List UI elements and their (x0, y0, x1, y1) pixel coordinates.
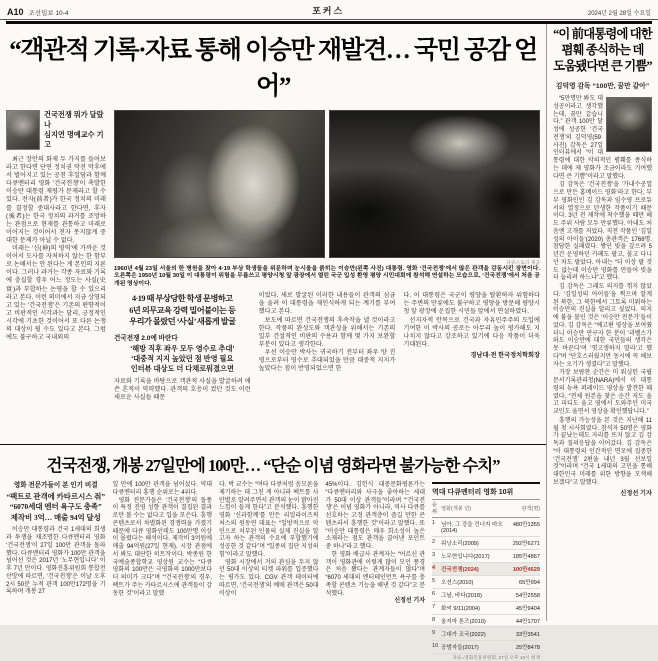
table-row-highlighted (432, 562, 540, 575)
column-divider (546, 24, 547, 621)
audience-cell: 65만994 (510, 575, 540, 588)
paragraph: 영화 시장에서 거의 관심을 두지 않던 50대 이상의 티켓 파워를 입증했다는 평가도 있다. CGV 관객 데이터에 따르면, ‘건국전쟁’의 예매 관객은 50대 이상이 (219, 559, 319, 597)
subhead-line: ‘대중적 지지 높았던 점 반영 필요 (131, 353, 234, 363)
audience-cell: 45만9404 (510, 601, 540, 614)
paragraph: 김 감독은 그래도 의지를 꺾지 않았다. ‘김일성의 아이들’을 찍으며 알게 된 북한, 그 북한에서 그토록 미워하는 이승만의 진실을 알리고 싶었다. 의지에 불을 붙인 것은 ‘이승만 전문가’들이었다. 김 감독은 “예고편 영상을 보여줬더니 이승만 연구자 한 분이 ‘괴벨스가 와도 이승만에 대한 국민들의 생각은 못 바꾼다’며 ‘헛고생하지 말라’고 했다”며 “단호스러웠지만 동시에 꼭 해보자는 오기가 생겼다”고 말했다. (553, 284, 652, 368)
table-footnote: 자료=영화진흥위원회, 27일 오후 10시 현재 (452, 655, 540, 660)
audience-cell: 54만2558 (510, 588, 540, 601)
paragraph: 다. 이 대통령은 국군이 평양을 탈환하자 위험하다는 주변의 만류에도 불구하고 평양을 방문해 평양시청 앞 광장에 운집한 시민들 앞에서 연설하였다. (403, 292, 541, 316)
subhead-block-2 (114, 344, 251, 374)
photo-row (114, 110, 540, 258)
audience-cell: 480만1355 (510, 517, 540, 536)
interview-article (553, 26, 652, 621)
main-headline: “객관적 기록·자료 통해 이승만 재발견… 국민 공감 얻어” (9, 37, 537, 100)
contributor-photo (6, 110, 40, 150)
expert-infobox (6, 482, 106, 523)
paragraph: 보도에 따르면 건국전쟁의 후속작을 낼 것이라고 한다. 작품의 완성도와 객관성을 위해서는 기존의 일부 건설적인 비판의 수용과 함께 몇 가지 보완할 부분이 있다고 생각한다. (258, 316, 396, 348)
table-row (432, 601, 540, 614)
subhead-line: 6년 의무교육 강력 밀어붙이는 등 (129, 305, 236, 315)
column-c (259, 292, 396, 402)
bottom-article (0, 444, 546, 660)
subhead-line: ‘해방 직후 좌우 모두 영수로 추대’ (130, 343, 235, 353)
bottom-column-c (219, 482, 319, 628)
table-row (432, 614, 540, 627)
paragraph: 이승만 대통령과 건국 1세대의 희생과 투쟁을 재조명한 다큐멘터리 영화 ‘건국전쟁’이 27일 100만 관객을 돌파했다. 다큐멘터리 영화가 100만 관객을 넘어선 것은 2017년 ‘노무현입니다’ 이후 7년 만이다. 영화진흥위원회 통합전산망에 따르면, ‘건국전쟁’은 이날 오후 2시 50분 누적 관객 100만172명을 기록하며 개봉 27 (6, 527, 106, 596)
rank-cell: 3 (432, 549, 441, 562)
rank-cell: 6 (432, 588, 441, 601)
subhead-line: 4·19 때 부상당한 학생 문병하고 (131, 294, 233, 304)
table-row (432, 536, 540, 549)
date-label: 2024년 2월 28일 수요일 (587, 11, 651, 17)
rank-cell: 5 (432, 575, 441, 588)
audience-cell: 44만1707 (510, 614, 540, 627)
audience-cell: 25만8478 (510, 640, 540, 653)
column-d (403, 292, 540, 402)
interview-headline-line: “이 前대통령에 대한 (553, 27, 652, 41)
paragraph: 우선 이승만 박사는 귀국하기 전부터 좌우 양 진영으로부터 영수로 추대되었을 만큼 대중적 지지가 높았다는 점이 반영되었으면 한 (258, 348, 396, 373)
infobox-title: 영화 전문가들이 본 인기 비결 (13, 482, 98, 489)
infobox-line: 제작비 3억… 매출 94억 달성 (10, 512, 101, 522)
main-article (0, 21, 546, 443)
rank-cell: 2 (432, 536, 441, 549)
caption-line1: 1960년 4월 23일 서울의 한 병원을 찾아 4·19 부상 학생들을 위문하며 눈시울을 붉히는 이승만(왼쪽 사진) 대통령. 영화 ‘건국전쟁’에서 많은 관객을 감동시킨 장면이다. 오른쪽은 1950년 10월 30일 이 대통령이 (114, 266, 540, 280)
rank-cell: 1 (432, 517, 441, 536)
paragraph: 영화 전문가들은 ‘건국전쟁’의 돌풍이 특정 진영 성향 관객이 결집된 결과로만 볼 수는 없다고 입을 모은다. 흥행 콘텐츠로서 차별화된 경쟁력을 가졌기 때문에 다큐 영화인데도 100만명 이상이 몰렸다는 해석이다. 제작비 3억원에 매출 94억원(27일 현재). 시장 관점에서 봐도 대단한 히트작이다. 박종원 한국예술종합학교 영상원 교수는 “다큐 영화의 100만은 극영화의 1000만보다 더 의미가 크다”며 “‘건국전쟁’의 경우, 팩트가 주는 카타르시스에 관객들이 감동한 것”이라고 말했 (112, 497, 212, 597)
main-text-columns (114, 292, 540, 402)
paragraph: 미래는 ‘신(神)의 영역’에 가까운 것이어서 도사를 자처하지 않는 한 함부로 논해서는 안 된다는 게 본인의 지론이다. 그러나 과거는 각종 자료와 기록에 충실할 경우 어느 정도는 사실(史實)과 부합하는 논평을 할 수 있으리라고 본다. 이런 의미에서 지금 상영되고 있는 ‘건국전쟁’은 기존의 편향적이고 비판적인 시각과는 달리, 긍정적인 시각에 기초한 것이어서 또 다른 논쟁의 대상이 될 수도 있다고 본다. 그럼에도 불구하고 국내외의 (6, 245, 106, 342)
paragraph: 선지자적 안목으로 건국과 자유민주주의 도입에 기여한 이 박사의 공로는 아무리 높이 평가해도 지나치지 않다고 강조하고 있기에 다음 작품이 더욱 기대된다. (403, 316, 541, 348)
contributor-line2: 심지연 명예교수 기고 (44, 130, 104, 149)
table-title: 역대 다큐멘터리 영화 10위 (432, 482, 540, 499)
bottom-reporter: 신정선 기자 (394, 598, 425, 605)
title-cell: 화씨 9/11(2004) (441, 601, 510, 614)
audience-cell: 33만3541 (510, 627, 540, 640)
interview-headline-line: 도움됐다면 큰 기쁨” (553, 59, 652, 73)
header-title: 영화(개봉 년) (441, 499, 510, 517)
paragraph: 가장 보람찬 순간은 미 워싱턴 국립문서기록관리청(NARA)에서 이 대통령의 뉴욕 퍼레이드 영상을 발견한 때였다. “전체 원본을 찾은 순간 저도 울고 피디도 울고 옆에서 도와주던 미국 교민도 울면서 영상을 확인했답니다.” (553, 370, 652, 415)
paragraph: 45%이다. 김헌식 대중문화평론가는 “다큐멘터리와 사극을 좋아하는 세대가 50대 이상 관객들”이라며 “‘건국전쟁’은 이념 영화가 아니라, 역사 다큐를 선호하는 고정 관객층이 즐길 만한 콘텐츠라서 흥행한 것”이라고 말했다. 또 “이승만 대통령은 매우 희소성이 높은 소재라는 점도 관객을 끌어낸 포인트 중 하나”라고 했다. (325, 482, 425, 550)
paragraph: 일 만에 100만 관객을 넘어섰다. 역대 다큐멘터리 흥행 순위로는 4위다. (112, 482, 212, 496)
paragraph: 흥행의 가능성을 본 것은 지난해 11월 첫 시사회였다. 참석자 50명은 영화가 끝났는데도 자리를 뜨지 않고 김 감독과 질의응답을 이어갔다. 김 감독은 “이 대통령의 인간적인 면모에 집중한 ‘건국전쟁’ 2편을 내년 3월 선보일 것”이라며 “건국 1세대의 고민을 통해 대한민국 미래를 위한 방향을 모색해 보겠다”고 말했다. (553, 417, 652, 486)
photo-rhee-hospital-visit (114, 110, 325, 258)
table-row (432, 517, 540, 536)
contributor-column (6, 110, 106, 402)
bottom-column-a (6, 482, 106, 628)
rank-cell: 7 (432, 601, 441, 614)
edition-label: 조선일보 10-4 (28, 10, 69, 17)
infobox-line: “팩트로 관객에 카타르시스 줘” (6, 491, 106, 501)
interview-headline (553, 26, 652, 74)
paragraph: 최근 장안의 화제 두 가지를 들어보라고 한다면 단연 정치권 막전 막후에서 벌어지고 있는 공천 후일담과 함께 다큐멘터리 영화 ‘건국전쟁’이 촉발한 이승만 대통령 재평가 문제라고 할 수 있다. 전자(前者)가 한국 정치의 미래를 결정할 중대사라고 한다면, 후자(後者)는 한국 정치의 과거를 조망하는 관점으로 현재를 관통하고 미래로 이어지는 것이어서 전자 못지않게 중대한 문제가 아닐 수 없다. (6, 156, 106, 244)
title-cell: 노무현입니다(2017) (441, 549, 510, 562)
subhead-label: 건국전쟁 2.0에 바란다 (114, 334, 178, 342)
table-row (432, 575, 540, 588)
photo-caption (114, 266, 540, 288)
bottom-column-d (326, 482, 426, 628)
subhead-line: 우리가 몰랐던 ‘사실’ 새롭게 발굴 (129, 317, 236, 327)
table-row (432, 640, 540, 653)
paragraph: 김 감독은 ‘건국전쟁’을 ‘가내수공업으로 만든 홈메이드 영화’라고 한다. 부부 영화인인 김 감독과 임수영 프로듀서의 열정으로 탄생한 작품이기 때문이다. 3년 전 제작에 착수했을 때만 해도 주위 사람 모두 만류했다. 아내도 처음엔 고개를 저었다. 직전 작품인 ‘김일성의 아이들’(2020) 총관객은 1768명. 참담한 실패였다. 쌓인 빚을 갚으려 5년간 운영하던 카페도 팔고, 몰고 다니던 차도 팔았다. 아내는 “더 이상 팔 것도 없는데 이승만 영화를 만들어 빚을 더 늘리려 하느냐”고 했다. (553, 182, 652, 282)
title-cell: 공범자들(2017) (441, 640, 510, 653)
title-cell: 그날, 바다(2018) (441, 588, 510, 601)
column-b (114, 292, 251, 402)
infobox-line: “6070세대 엔터 욕구도 충족” (9, 502, 102, 512)
header-left (7, 7, 68, 17)
interview-byline: 김덕영 감독 “100만, 꿈만 같아” (555, 83, 650, 90)
title-cell: 님아, 그 강을 건너지 마오(2014) (441, 517, 510, 536)
center-column-group (114, 110, 540, 402)
rank-cell: 9 (432, 627, 441, 640)
bottom-headline: 건국전쟁, 개봉 27일만에 100만… “단순 이념 영화라면 불가능한 수치” (46, 456, 500, 475)
paragraph: 한 영화 배급사 관계자는 “어르신 관객이 영화관에 이렇게 많이 모인 풍경은 처음 봤다는 관계자들이 많다”며 “6070 세대의 엔터테인먼트 욕구를 충족할 콘텐츠 기능을 해낸 것 같다”고 분석했다. (325, 551, 425, 597)
audience-cell: 100만4629 (510, 562, 540, 575)
section-title: 포커스 (312, 6, 345, 16)
director-photo (606, 97, 652, 152)
contributor-lines (44, 110, 106, 150)
rank-cell: 4 (432, 562, 441, 575)
column-a-text (6, 156, 106, 342)
header-audience: 관객(명) (510, 499, 540, 517)
rank-cell: 8 (432, 614, 441, 627)
paragraph: 다. 박 교수는 “여타 다큐처럼 음모론을 제기하는 데 그친 게 아니라 팩트를 사안별로 알려주면서 관객의 눈이 밝아진 느낌이 들게 한다”고 분석했다. 흥행한 영화 ‘신과함께’를 만든 리얼라이즈픽처스의 원동연 대표는 “일방적으로 악인으로 치부된 인물의 실제 진실을 알고자 하는 관객의 수요에 부합했기에 성공한 것 같다”며 “일종의 집단 지성의 힘”이라고 말했다. (219, 482, 319, 558)
table-row (432, 588, 540, 601)
subhead-line: 인터뷰 대상도 더 다채로워졌으면 (130, 363, 234, 373)
main-article-body (0, 110, 546, 402)
title-cell: 울지마 톤즈(2010) (441, 614, 510, 627)
rank-cell: 10 (432, 640, 441, 653)
bottom-column-b (113, 482, 213, 628)
title-cell: 워낭소리(2009) (441, 536, 510, 549)
subhead-block-1 (114, 293, 251, 328)
title-cell: 오션스(2010) (441, 575, 510, 588)
photo-pyongyang-rally (329, 110, 540, 258)
page-header (0, 0, 658, 20)
table-header-row (432, 499, 540, 517)
contributor-signature: 경남대·전 한국정치학회장 (470, 351, 541, 359)
caption-line2: 위험을 무릅쓰고 평양시청 앞 광장에서 열린 국군 입성 환영 평양 시민대회에 참석해 연설하는 모습으로, ‘건국전쟁’에서 처음 공개된 영상이다. (114, 273, 540, 287)
contributor-line1: 건국전쟁 뭐가 달랐나 (44, 110, 104, 129)
page-number: A10 (7, 7, 24, 17)
interview-body (553, 96, 652, 497)
paragraph: 자료와 기록을 바탕으로 객관적 사실을 발굴하려 애쓴 흔적이 역력했다. 관객의 호응이 컸던 것도 이런 새로운 사실들 때문 (114, 377, 251, 401)
contributor-box (6, 110, 106, 150)
paragraph: 이었다. 새로 발굴된 이러한 내용들이 관객의 심금을 울려 이 대통령을 재인식하게 되는 계기를 부여했다고 본다. (258, 292, 396, 316)
documentary-ranking-table (432, 482, 540, 660)
table-row (432, 549, 540, 562)
photo-credit: 다큐스토리 제공 (506, 261, 540, 266)
title-cell: 건국전쟁(2024) (441, 562, 510, 575)
title-cell: 그대가 조국(2022) (441, 627, 510, 640)
bottom-article-body (0, 482, 546, 660)
interview-reporter: 신정선 기자 (620, 489, 652, 497)
table-row (432, 627, 540, 640)
paragraph: “5만명만 봐도 대성공이라고 생각했는데, 꿈만 같습니다.” 관객 100만 달성에 성공한 ‘건국전쟁’의 김덕영(59·사진) 감독은 27일 인터뷰에서 “이 대통령에 대한 악의적인 폄훼를 종식하는 데에 제 영화가 조금이라도 기여했다면 큰 기쁨”이라고 말했다. (553, 96, 652, 180)
audience-cell: 292만6271 (510, 536, 540, 549)
interview-headline-line: 폄훼 종식하는 데 (561, 43, 644, 57)
header-rank: 순위 (432, 499, 441, 517)
column-b-text (114, 378, 251, 402)
audience-cell: 185만4867 (510, 549, 540, 562)
